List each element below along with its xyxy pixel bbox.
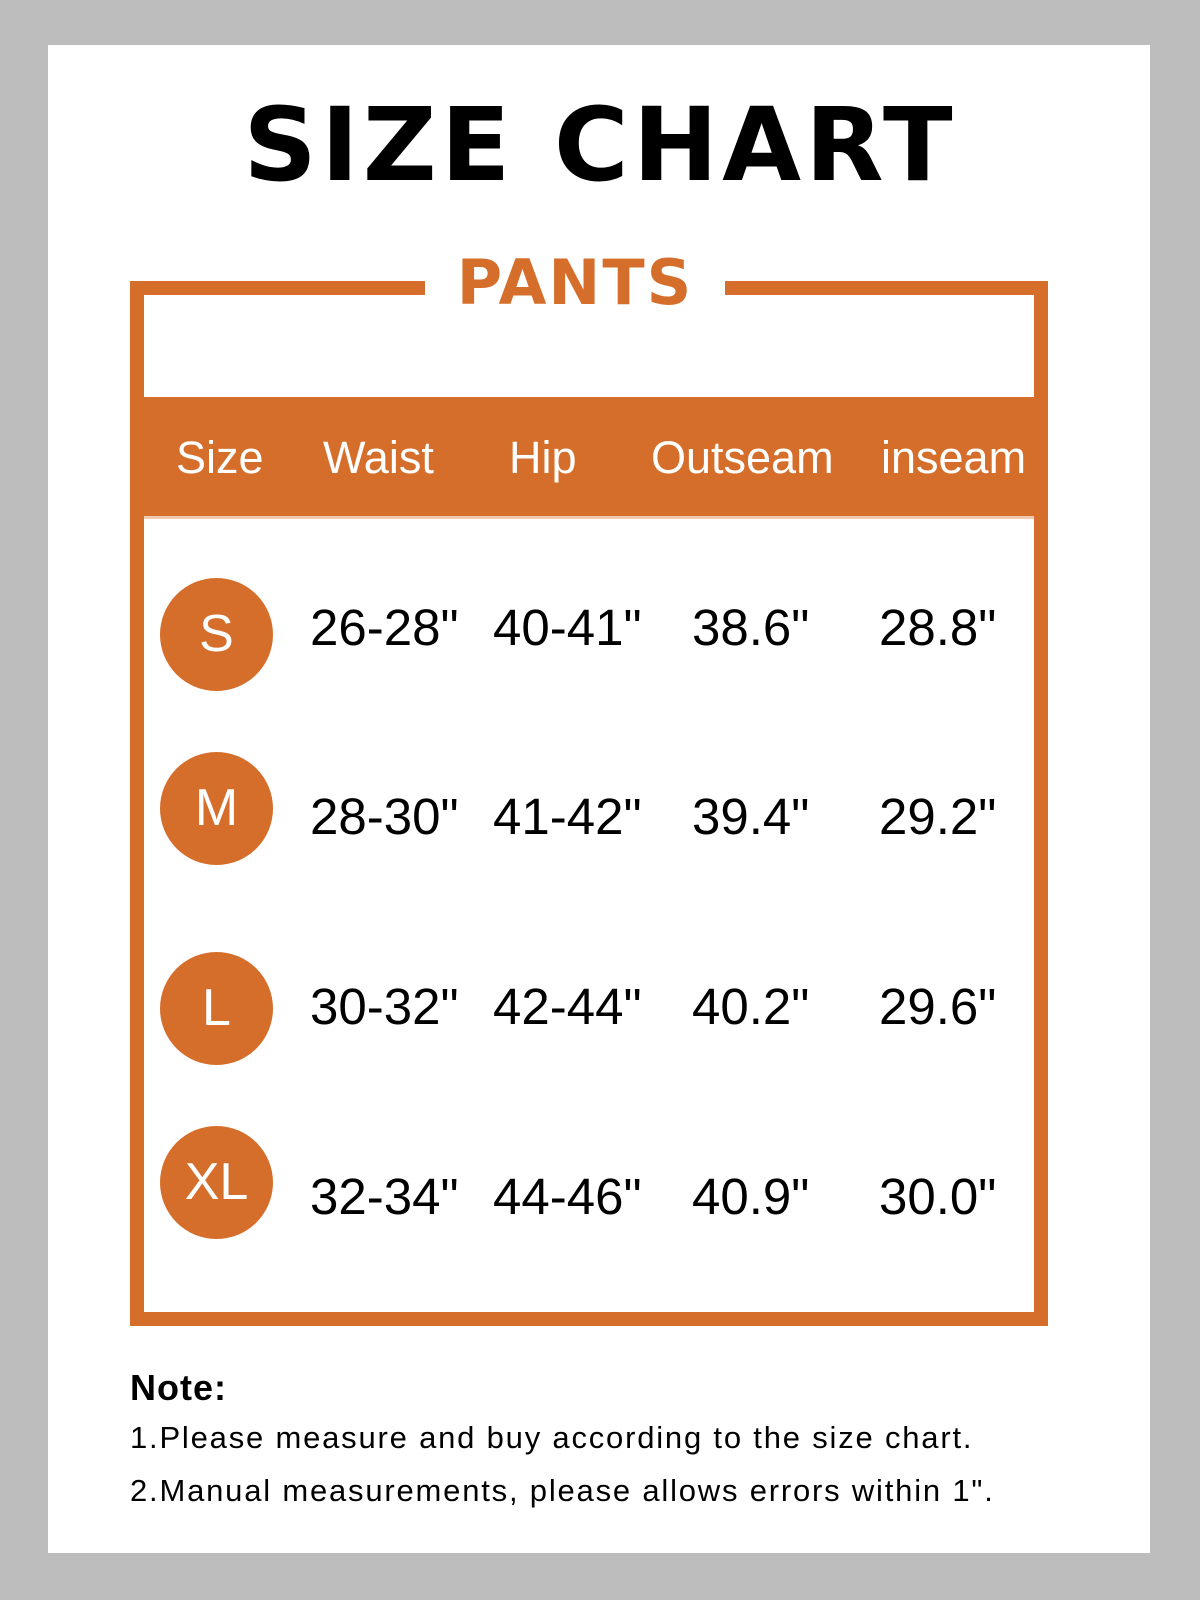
size-badge-l: L <box>160 952 273 1065</box>
column-header-hip: Hip <box>509 432 577 483</box>
outseam-value: 38.6" <box>692 599 810 656</box>
hip-value: 42-44" <box>493 978 642 1035</box>
waist-value: 26-28" <box>310 599 459 656</box>
inseam-value: 30.0" <box>879 1168 997 1225</box>
note-line-2: 2.Manual measurements, please allows errors within 1". <box>130 1473 995 1508</box>
inseam-value: 29.6" <box>879 978 997 1035</box>
outseam-value: 40.2" <box>692 978 810 1035</box>
page-title: SIZE CHART <box>243 86 957 205</box>
inseam-value: 29.2" <box>879 788 997 845</box>
section-title: PANTS <box>456 246 694 319</box>
note-line-1: 1.Please measure and buy according to the size chart. <box>130 1420 974 1455</box>
column-header-outseam: Outseam <box>651 432 834 483</box>
waist-value: 28-30" <box>310 788 459 845</box>
outseam-value: 39.4" <box>692 788 810 845</box>
waist-value: 30-32" <box>310 978 459 1035</box>
waist-value: 32-34" <box>310 1168 459 1225</box>
note-title: Note: <box>130 1367 227 1408</box>
size-badge-xl: XL <box>160 1126 273 1239</box>
hip-value: 44-46" <box>493 1168 642 1225</box>
column-header-size: Size <box>176 432 264 483</box>
inseam-value: 28.8" <box>879 599 997 656</box>
hip-value: 40-41" <box>493 599 642 656</box>
hip-value: 41-42" <box>493 788 642 845</box>
column-header-inseam: inseam <box>881 432 1027 483</box>
outseam-value: 40.9" <box>692 1168 810 1225</box>
column-header-waist: Waist <box>323 432 434 483</box>
size-badge-s: S <box>160 578 273 691</box>
size-badge-m: M <box>160 752 273 865</box>
